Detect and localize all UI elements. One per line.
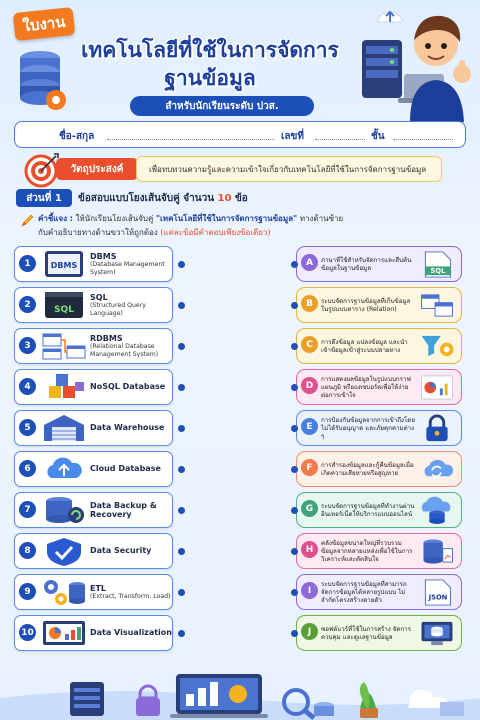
item-text (90, 413, 176, 443)
data-store-icon (419, 537, 455, 566)
page-title-line2: ฐานข้อมูล (164, 66, 256, 90)
item-term: ETL (90, 583, 107, 593)
left-connector-dot[interactable] (178, 507, 185, 514)
right-connector-dot[interactable] (291, 384, 298, 391)
right-item-H[interactable] (296, 533, 462, 569)
item-description: การสำรองข้อมูลและกู้คืนข้อมูลเมื่อเกิดความเสียหายหรือสูญหาย (321, 461, 414, 477)
padlock-icon (419, 414, 455, 443)
svg-text:SQL: SQL (430, 267, 446, 276)
item-letter: H (301, 541, 318, 558)
page-title-line1: เทคโนโลยีที่ใช้ในการจัดการ (81, 38, 339, 62)
cubes-icon (39, 372, 89, 402)
left-connector-dot[interactable] (178, 589, 185, 596)
item-letter: E (301, 418, 318, 435)
right-connector-dot[interactable] (291, 302, 298, 309)
cloud-sync-icon (419, 455, 455, 484)
item-description: คลังข้อมูลขนาดใหญ่ที่รวบรวมข้อมูลจากหลายแหล่งเพื่อใช้ในการวิเคราะห์และตัดสินใจ (321, 539, 413, 564)
item-text (90, 454, 176, 484)
item-term: Data Security (90, 546, 152, 556)
cloud-upload-icon (39, 454, 89, 484)
warehouse-icon (39, 413, 89, 443)
item-description: ระบบจัดการฐานข้อมูลที่สามารถจัดการข้อมูลได้หลายรูปแบบ ไม่จำกัดโครงสร้างตายตัว (321, 580, 407, 605)
item-number: 1 (19, 255, 36, 272)
instruction-line1: คำชี้แจง : ให้นักเรียนโยงเส้นจับคู่ "เทคโนโลยีที่ใช้ในการจัดการฐานข้อมูล" ทางด้านซ้าย (38, 214, 344, 223)
svg-text:JSON: JSON (428, 593, 448, 602)
item-description: การป้องกันข้อมูลจากการเข้าถึงโดยไม่ได้รับอนุญาต และภัยคุกคามต่าง ๆ (321, 416, 415, 441)
item-text (90, 331, 176, 361)
backup-icon (39, 495, 89, 525)
item-text (90, 249, 176, 279)
left-item-1[interactable] (14, 246, 173, 282)
right-connector-dot[interactable] (291, 261, 298, 268)
item-term-full: (Structured Query Language) (90, 302, 146, 317)
worksheet-tag: ใบงาน (13, 7, 76, 41)
left-connector-dot[interactable] (178, 384, 185, 391)
left-item-5[interactable] (14, 410, 173, 446)
right-connector-dot[interactable] (291, 548, 298, 555)
left-connector-dot[interactable] (178, 302, 185, 309)
student-mascot-illustration (356, 4, 474, 122)
objective-label: วัตถุประสงค์ (56, 158, 138, 180)
item-number: 3 (19, 337, 36, 354)
etl-gears-icon (39, 577, 89, 607)
item-description: ระบบจัดการฐานข้อมูลที่ทำงานผ่านอินเทอร์เน็ตให้บริการแบบออนไลน์ (321, 502, 415, 518)
subtitle-badge: สำหรับนักเรียนระดับ ปวส. (130, 96, 314, 116)
class-field[interactable] (393, 139, 453, 140)
right-connector-dot[interactable] (291, 630, 298, 637)
left-item-2[interactable] (14, 287, 173, 323)
instruction-line2: กับคำอธิบายทางด้านขวาให้ถูกต้อง (แต่ละข้อมีคำตอบเพียงข้อเดียว) (38, 228, 271, 237)
cloud-db-icon (419, 496, 455, 525)
item-letter: I (301, 582, 318, 599)
right-item-B[interactable] (296, 287, 462, 323)
student-info-form (14, 121, 466, 148)
instruction-note: (แต่ละข้อมีคำตอบเพียงข้อเดียว) (160, 228, 271, 237)
number-label: เลขที่ (281, 131, 304, 142)
item-letter: J (301, 623, 318, 640)
item-number: 9 (19, 583, 36, 600)
item-text (90, 495, 176, 525)
item-number: 7 (19, 501, 36, 518)
class-label: ชั้น (371, 131, 385, 142)
left-item-4[interactable] (14, 369, 173, 405)
item-term: Data Warehouse (90, 423, 165, 433)
name-field[interactable] (107, 139, 275, 140)
item-letter: A (301, 254, 318, 271)
pencil-icon (20, 212, 36, 228)
item-description: ระบบจัดการฐานข้อมูลที่เก็บข้อมูลในรูปแบบตาราง (Relation) (321, 297, 411, 313)
dbms-icon (39, 249, 89, 279)
right-item-G[interactable] (296, 492, 462, 528)
objective-text: เพื่อทบทวนความรู้และความเข้าใจเกี่ยวกับเทคโนโลยีที่ใช้ในการจัดการฐานข้อมูล (136, 156, 442, 182)
item-letter: G (301, 500, 318, 517)
item-number: 10 (19, 624, 36, 641)
charts-icon (419, 373, 455, 402)
tables-icon (419, 291, 455, 320)
json-file-icon (419, 578, 455, 607)
left-connector-dot[interactable] (178, 343, 185, 350)
right-connector-dot[interactable] (291, 589, 298, 596)
item-term: SQL (90, 292, 108, 302)
target-icon (24, 152, 60, 188)
item-letter: F (301, 459, 318, 476)
item-description: การดึงข้อมูล แปลงข้อมูล และนำเข้าข้อมูลเข้าสู่ระบบปลายทาง (321, 338, 408, 354)
number-field[interactable] (315, 139, 365, 140)
right-connector-dot[interactable] (291, 507, 298, 514)
item-description: ภาษาที่ใช้สำหรับจัดการและสืบค้นข้อมูลในฐานข้อมูล (321, 256, 412, 272)
sql-terminal-icon (39, 290, 89, 320)
item-text (90, 372, 176, 402)
svg-text:SQL: SQL (54, 305, 74, 315)
item-description: การแสดงผลข้อมูลในรูปแบบกราฟ แผนภูมิ หรือแดชบอร์ดเพื่อให้ง่ายต่อการเข้าใจ (321, 375, 411, 400)
left-item-6[interactable] (14, 451, 173, 487)
sql-file-icon (419, 250, 455, 279)
left-item-7[interactable] (14, 492, 173, 528)
left-connector-dot[interactable] (178, 261, 185, 268)
item-number: 2 (19, 296, 36, 313)
item-text (90, 290, 176, 320)
left-item-9[interactable] (14, 574, 173, 610)
item-number: 6 (19, 460, 36, 477)
item-term: DBMS (90, 251, 117, 261)
right-item-A[interactable] (296, 246, 462, 282)
item-term: NoSQL Database (90, 382, 166, 392)
right-connector-dot[interactable] (291, 466, 298, 473)
item-number: 8 (19, 542, 36, 559)
left-item-10[interactable] (14, 615, 173, 651)
item-letter: B (301, 295, 318, 312)
left-connector-dot[interactable] (178, 548, 185, 555)
left-connector-dot[interactable] (178, 630, 185, 637)
svg-text:DBMS: DBMS (50, 261, 78, 270)
item-text (90, 536, 176, 566)
section-title: ข้อสอบแบบโยงเส้นจับคู่ จำนวน 10 ข้อ (78, 193, 248, 204)
item-number: 5 (19, 419, 36, 436)
item-term-full: (Database Management System) (90, 261, 165, 276)
question-count: 10 (217, 193, 232, 204)
left-connector-dot[interactable] (178, 425, 185, 432)
left-item-8[interactable] (14, 533, 173, 569)
item-term: Data Visualization (90, 628, 172, 638)
name-label: ชื่อ-สกุล (59, 131, 95, 142)
related-tables-icon (39, 331, 89, 361)
footer-illustration (0, 668, 480, 720)
item-number: 4 (19, 378, 36, 395)
item-term: RDBMS (90, 333, 123, 343)
item-letter: D (301, 377, 318, 394)
item-description: ซอฟต์แวร์ที่ใช้ในการสร้าง จัดการ ควบคุม และดูแลฐานข้อมูล (321, 625, 411, 641)
right-item-E[interactable] (296, 410, 462, 446)
right-item-J[interactable] (296, 615, 462, 651)
monitor-db-icon (419, 619, 455, 648)
funnel-gear-icon (419, 332, 455, 361)
right-connector-dot[interactable] (291, 343, 298, 350)
dashboard-icon (39, 618, 89, 648)
right-item-F[interactable] (296, 451, 462, 487)
right-item-C[interactable] (296, 328, 462, 364)
left-connector-dot[interactable] (178, 466, 185, 473)
section-label: ส่วนที่ 1 (16, 189, 72, 207)
item-term: Data Backup & Recovery (90, 500, 157, 519)
shield-check-icon (39, 536, 89, 566)
right-connector-dot[interactable] (291, 425, 298, 432)
left-item-3[interactable] (14, 328, 173, 364)
item-term-full: (Relational Database Management System) (90, 343, 159, 358)
item-letter: C (301, 336, 318, 353)
item-text (90, 618, 176, 648)
right-item-D[interactable] (296, 369, 462, 405)
item-text (90, 577, 176, 607)
right-item-I[interactable] (296, 574, 462, 610)
item-term-full: (Extract, Transform, Load) (90, 592, 171, 600)
item-term: Cloud Database (90, 464, 161, 474)
